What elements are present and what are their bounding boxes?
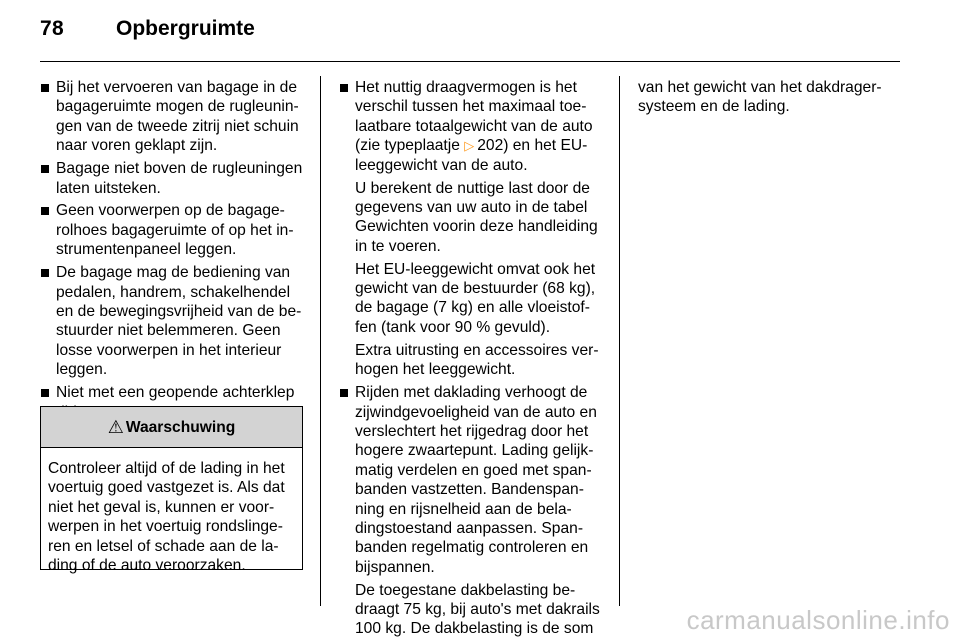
text-line: bijspannen. xyxy=(355,558,435,576)
text-line: laten uitsteken. xyxy=(56,179,161,197)
text-line: ning en rijsnelheid aan de bela- xyxy=(355,500,572,518)
text-line: van het gewicht van het dakdrager- xyxy=(638,79,882,96)
text-line: Bij het vervoeren van bagage in de xyxy=(56,79,298,96)
page-header xyxy=(0,0,960,60)
column-2 xyxy=(339,78,605,642)
text-line: voertuig goed vastgezet is. Als dat xyxy=(48,479,285,497)
text-line: fen (tank voor 90 % gevuld). xyxy=(355,318,551,336)
text-line: Het EU-leeggewicht omvat ook het xyxy=(355,260,596,278)
text-line: U berekent de nuttige last door de xyxy=(355,179,590,197)
text-line: gen van de tweede zitrij niet schuin xyxy=(56,117,299,135)
square-bullet-icon xyxy=(41,165,49,173)
column-separator xyxy=(619,76,620,606)
square-bullet-icon xyxy=(340,84,348,92)
text-line: leggen. xyxy=(56,361,108,379)
text-line: systeem en de lading. xyxy=(638,98,790,116)
text-segment: (zie typeplaatje xyxy=(355,137,465,155)
text-line: verslechtert het rijgedrag door het xyxy=(355,422,589,440)
page-reference-icon: ▷ xyxy=(464,138,475,154)
paragraph xyxy=(339,260,605,338)
column-separator xyxy=(320,76,321,606)
text-line: De bagage mag de bediening van xyxy=(56,264,291,282)
column-3 xyxy=(638,78,904,117)
text-line: bagageruimte mogen de rugleunin- xyxy=(56,98,299,116)
page-number: 78 xyxy=(40,17,64,40)
text-line: naar voren geklapt zijn. xyxy=(56,137,218,155)
text-line: de bagage (7 kg) en alle vloeistof- xyxy=(355,299,590,317)
text-line: zijwindgevoeligheid van de auto en xyxy=(355,403,597,421)
text-line: laatbare totaalgewicht van de auto xyxy=(355,117,593,135)
text-line: draagt 75 kg, bij auto's met dakrails xyxy=(355,601,600,619)
bullet-item xyxy=(339,78,605,175)
text-line: verschil tussen het maximaal toe- xyxy=(355,98,587,116)
text-line: pedalen, handrem, schakelhendel xyxy=(56,283,291,301)
text-line: Bagage niet boven de rugleuningen xyxy=(56,160,303,178)
text-line: stuurder niet belemmeren. Geen xyxy=(56,322,281,340)
square-bullet-icon xyxy=(340,389,348,397)
bullet-item xyxy=(40,159,306,198)
text-line: De toegestane dakbelasting be- xyxy=(355,581,576,599)
text-line: niet het geval is, kunnen er voor- xyxy=(48,498,275,516)
paragraph xyxy=(339,341,605,380)
square-bullet-icon xyxy=(41,389,49,397)
text-line: 100 kg. De dakbelasting is de som xyxy=(355,620,594,638)
text-line: in te voeren. xyxy=(355,237,441,255)
text-line: gegevens van uw auto in de tabel xyxy=(355,198,588,216)
text-line: Controleer altijd of de lading in het xyxy=(48,460,285,477)
text-line: Extra uitrusting en accessoires ver- xyxy=(355,341,599,359)
warning-body xyxy=(41,448,302,575)
text-line: Niet met een geopende achterklep xyxy=(56,384,295,402)
bullet-item xyxy=(40,78,306,156)
text-line: leeggewicht van de auto. xyxy=(355,156,528,174)
text-line: matig verdelen en goed met span- xyxy=(355,461,592,479)
warning-triangle-icon: ⚠ xyxy=(107,417,124,437)
bullet-item xyxy=(40,201,306,259)
text-line: banden regelmatig controleren en xyxy=(355,539,589,557)
warning-box xyxy=(40,406,303,575)
paragraph xyxy=(339,179,605,257)
text-line: werpen in het voertuig rondslinge- xyxy=(48,518,283,536)
watermark: carmanualsonline.info xyxy=(686,605,950,635)
text-line: ren en letsel of schade aan de la- xyxy=(48,537,279,555)
warning-header xyxy=(41,407,302,448)
text-line xyxy=(355,136,605,155)
text-line: gewicht van de bestuurder (68 kg), xyxy=(355,280,596,298)
bullet-item xyxy=(40,263,306,379)
bullet-item xyxy=(339,383,605,577)
text-line: en de bewegingsvrijheid van de be- xyxy=(56,302,302,320)
text-line: dingstoestand aanpassen. Span- xyxy=(355,519,584,537)
text-line: Het nuttig draagvermogen is het xyxy=(355,79,577,96)
text-line: losse voorwerpen in het interieur xyxy=(56,341,282,359)
page-reference-link[interactable]: 202) en het EU- xyxy=(477,137,588,155)
text-line: Geen voorwerpen op de bagage- xyxy=(56,202,285,220)
text-line: Rijden met daklading verhoogt de xyxy=(355,384,588,402)
text-line: Gewichten voorin deze handleiding xyxy=(355,218,598,236)
square-bullet-icon xyxy=(41,84,49,92)
text-line: strumentenpaneel leggen. xyxy=(56,241,237,259)
paragraph xyxy=(339,581,605,639)
square-bullet-icon xyxy=(41,269,49,277)
header-rule xyxy=(40,61,900,62)
text-line: ding of de auto veroorzaken. xyxy=(48,557,246,575)
square-bullet-icon xyxy=(41,207,49,215)
text-line: rolhoes bagageruimte of op het in- xyxy=(56,221,294,239)
text-line: banden vastzetten. Bandenspan- xyxy=(355,481,584,499)
warning-title: Waarschuwing xyxy=(125,419,236,436)
text-line: hogen het leeggewicht. xyxy=(355,361,516,379)
text-line: hogere zwaartepunt. Lading gelijk- xyxy=(355,442,594,460)
column-1 xyxy=(40,78,306,425)
chapter-title: Opbergruimte xyxy=(116,17,255,40)
